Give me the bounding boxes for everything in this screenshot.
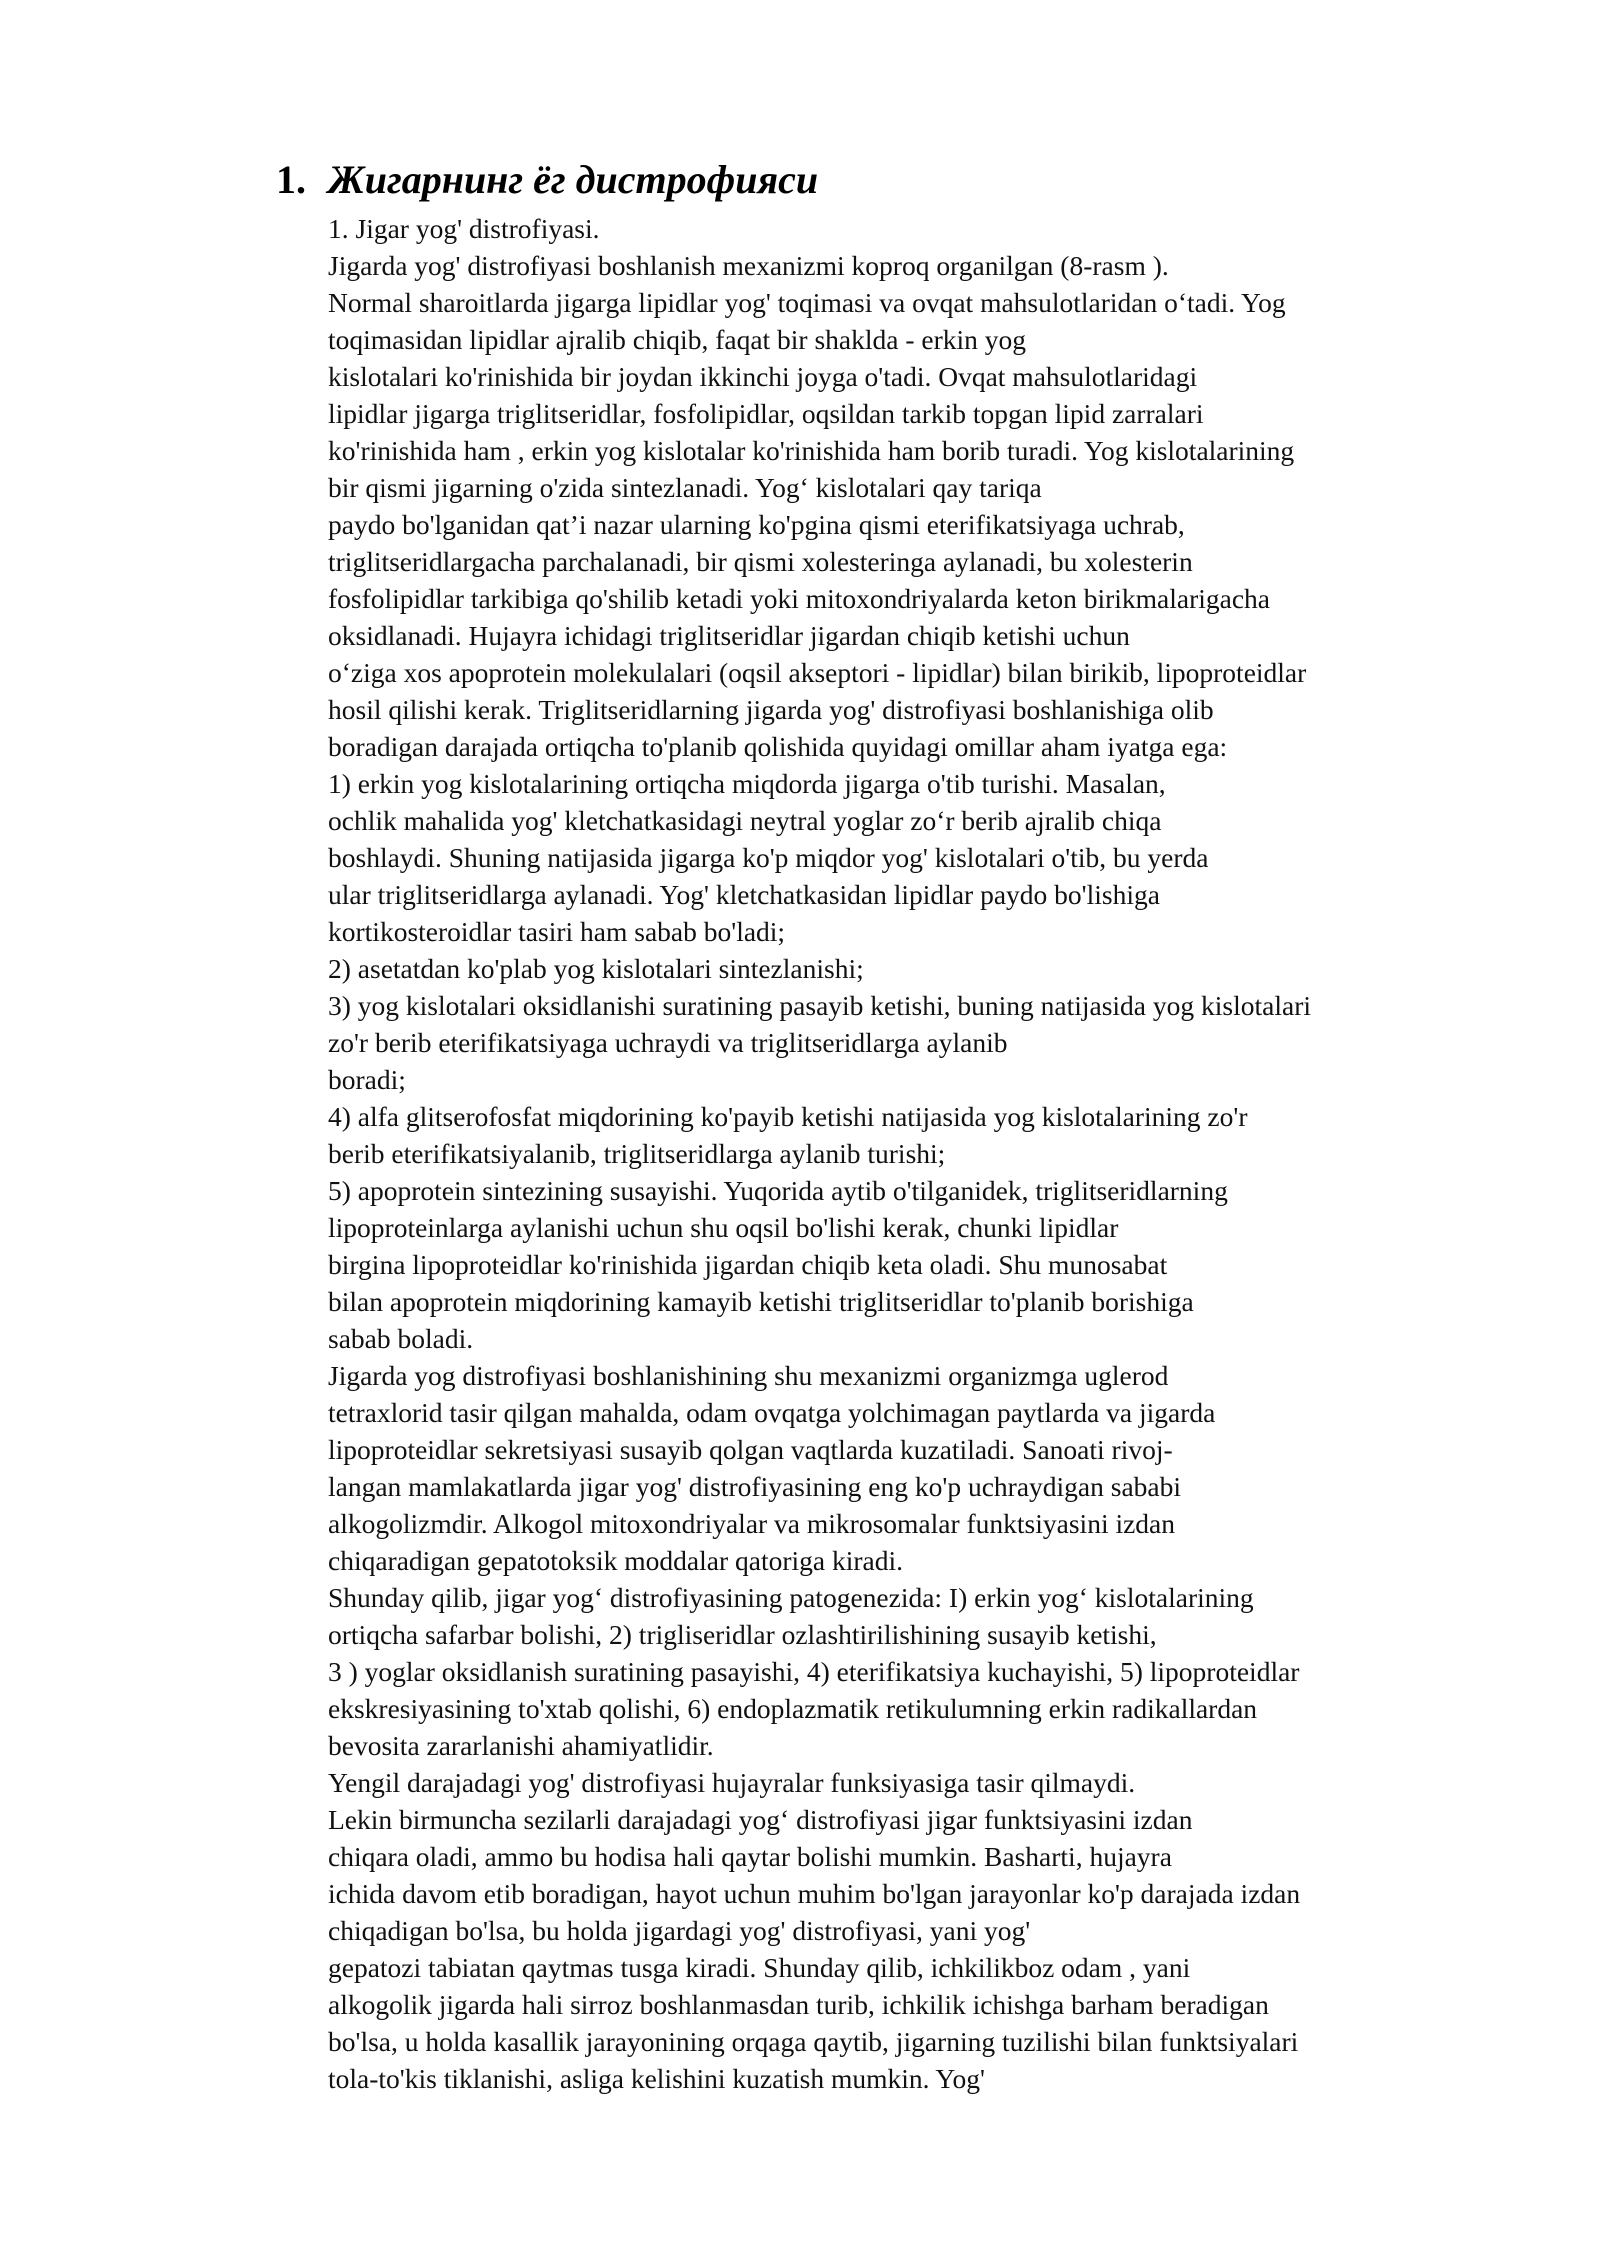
text-line: Shunday qilib, jigar yog‘ distrofiyasining patogenezida: I) erkin yog‘ kislotalarining xyxy=(328,1582,1254,1613)
text-line: lipidlar jigarga triglitseridlar, fosfolipidlar, oqsildan tarkib topgan lipid zarralari xyxy=(328,398,1204,429)
section-title: Жигарнинг ёг дистрофияси xyxy=(328,157,819,202)
text-line: alkogolizmdir. Alkogol mitoxondriyalar va mikrosomalar funktsiyasini izdan xyxy=(328,1508,1176,1539)
text-line: bilan apoprotein miqdorining kamayib ketishi triglitseridlar to'planib borishiga xyxy=(328,1286,1194,1317)
text-line: lipoproteidlar sekretsiyasi susayib qolgan vaqtlarda kuzatiladi. Sanoati rivoj- xyxy=(328,1434,1173,1465)
text-line: boradigan darajada ortiqcha to'planib qolishida quyidagi omillar aham iyatga ega: xyxy=(328,731,1228,762)
text-line: langan mamlakatlarda jigar yog' distrofiyasining eng ko'p uchraydigan sababi xyxy=(328,1471,1181,1502)
text-line: bir qismi jigarning o'zida sintezlanadi. Yog‘ kislotalari qay tariqa xyxy=(328,472,1042,503)
text-line: chiqara oladi, ammo bu hodisa hali qaytar bolishi mumkin. Basharti, hujayra xyxy=(328,1841,1172,1872)
text-line: zo'r berib eterifikatsiyaga uchraydi va triglitseridlarga aylanib xyxy=(328,1027,1008,1058)
text-line: paydo bo'lganidan qat’i nazar ularning ko'pgina qismi eterifikatsiyaga uchrab, xyxy=(328,509,1185,540)
text-line: bo'lsa, u holda kasallik jarayonining orqaga qaytib, jigarning tuzilishi bilan funktsiyalari xyxy=(328,2026,1299,2057)
text-line: ko'rinishida ham , erkin yog kislotalar ko'rinishida ham borib turadi. Yog kislotalarining xyxy=(328,435,1295,466)
text-line: o‘ziga xos apoprotein molekulalari (oqsil akseptori - lipidlar) bilan birikib, lipoproteidlar xyxy=(328,657,1307,688)
text-line: alkogolik jigarda hali sirroz boshlanmasdan turib, ichkilik ichishga barham beradigan xyxy=(328,1989,1269,2020)
text-line: kortikosteroidlar tasiri ham sabab bo'ladi; xyxy=(328,916,786,947)
body-text xyxy=(328,210,1528,2097)
text-line: fosfolipidlar tarkibiga qo'shilib ketadi yoki mitoxondriyalarda keton birikmalarigacha xyxy=(328,583,1270,614)
text-line: 1) erkin yog kislotalarining ortiqcha miqdorda jigarga o'tib turishi. Masalan, xyxy=(328,768,1166,799)
text-line: 4) alfa glitserofosfat miqdorining ko'payib ketishi natijasida yog kislotalarining zo'r xyxy=(328,1101,1248,1132)
text-line: birgina lipoproteidlar ko'rinishida jigardan chiqib keta oladi. Shu munosabat xyxy=(328,1249,1168,1280)
text-line: kislotalari ko'rinishida bir joydan ikkinchi joyga o'tadi. Ovqat mahsulotlaridagi xyxy=(328,361,1198,392)
text-line: boradi; xyxy=(328,1064,406,1095)
text-line: sabab boladi. xyxy=(328,1323,474,1354)
text-line: Lekin birmuncha sezilarli darajadagi yog‘ distrofiyasi jigar funktsiyasini izdan xyxy=(328,1804,1193,1835)
text-line: tetraxlorid tasir qilgan mahalda, odam ovqatga yolchimagan paytlarda va jigarda xyxy=(328,1397,1216,1428)
text-line: toqimasidan lipidlar ajralib chiqib, faqat bir shaklda - erkin yog xyxy=(328,324,1027,355)
text-line: Jigarda yog distrofiyasi boshlanishining shu mexanizmi organizmga uglerod xyxy=(328,1360,1169,1391)
text-line: ochlik mahalida yog' kletchatkasidagi neytral yoglar zo‘r berib ajralib chiqa xyxy=(328,805,1162,836)
section-heading xyxy=(276,155,818,205)
section-number: 1. xyxy=(276,157,306,202)
text-line: hosil qilishi kerak. Triglitseridlarning jigarda yog' distrofiyasi boshlanishiga olib xyxy=(328,694,1214,725)
text-line: ichida davom etib boradigan, hayot uchun muhim bo'lgan jarayonlar ko'p darajada izdan xyxy=(328,1878,1301,1909)
text-line: berib eterifikatsiyalanib, triglitseridlarga aylanib turishi; xyxy=(328,1138,946,1169)
text-line: chiqadigan bo'lsa, bu holda jigardagi yog' distrofiyasi, yani yog' xyxy=(328,1915,1031,1946)
text-line: 3 ) yoglar oksidlanish suratining pasayishi, 4) eterifikatsiya kuchayishi, 5) lipoproteidlar xyxy=(328,1656,1300,1687)
text-line: ular triglitseridlarga aylanadi. Yog' kletchatkasidan lipidlar paydo bo'lishiga xyxy=(328,879,1160,910)
text-line: ekskresiyasining to'xtab qolishi, 6) endoplazmatik retikulumning erkin radikallardan xyxy=(328,1693,1258,1724)
text-line: Normal sharoitlarda jigarga lipidlar yog' toqimasi va ovqat mahsulotlaridan o‘tadi. Yog xyxy=(328,287,1286,318)
text-line: Jigarda yog' distrofiyasi boshlanish mexanizmi koproq organilgan (8-rasm ). xyxy=(328,250,1169,281)
text-line: lipoproteinlarga aylanishi uchun shu oqsil bo'lishi kerak, chunki lipidlar xyxy=(328,1212,1119,1243)
text-line: Yengil darajadagi yog' distrofiyasi hujayralar funksiyasiga tasir qilmaydi. xyxy=(328,1767,1136,1798)
text-line: oksidlanadi. Hujayra ichidagi triglitseridlar jigardan chiqib ketishi uchun xyxy=(328,620,1130,651)
text-line: chiqaradigan gepatotoksik moddalar qatoriga kiradi. xyxy=(328,1545,904,1576)
text-line: ortiqcha safarbar bolishi, 2) trigliseridlar ozlashtirilishining susayib ketishi, xyxy=(328,1619,1157,1650)
text-line: gepatozi tabiatan qaytmas tusga kiradi. Shunday qilib, ichkilikboz odam , yani xyxy=(328,1952,1191,1983)
text-line: 3) yog kislotalari oksidlanishi suratining pasayib ketishi, buning natijasida yog kislotalari xyxy=(328,990,1311,1021)
text-line: tola-to'kis tiklanishi, asliga kelishini kuzatish mumkin. Yog' xyxy=(328,2063,985,2094)
text-line: 2) asetatdan ko'plab yog kislotalari sintezlanishi; xyxy=(328,953,864,984)
text-line: bevosita zararlanishi ahamiyatlidir. xyxy=(328,1730,714,1761)
text-line: triglitseridlargacha parchalanadi, bir qismi xolesteringa aylanadi, bu xolesterin xyxy=(328,546,1193,577)
text-line: boshlaydi. Shuning natijasida jigarga ko'p miqdor yog' kislotalari o'tib, bu yerda xyxy=(328,842,1209,873)
text-line: 5) apoprotein sintezining susayishi. Yuqorida aytib o'tilganidek, triglitseridlarning xyxy=(328,1175,1228,1206)
text-line: 1. Jigar yog' distrofiyasi. xyxy=(328,213,600,244)
